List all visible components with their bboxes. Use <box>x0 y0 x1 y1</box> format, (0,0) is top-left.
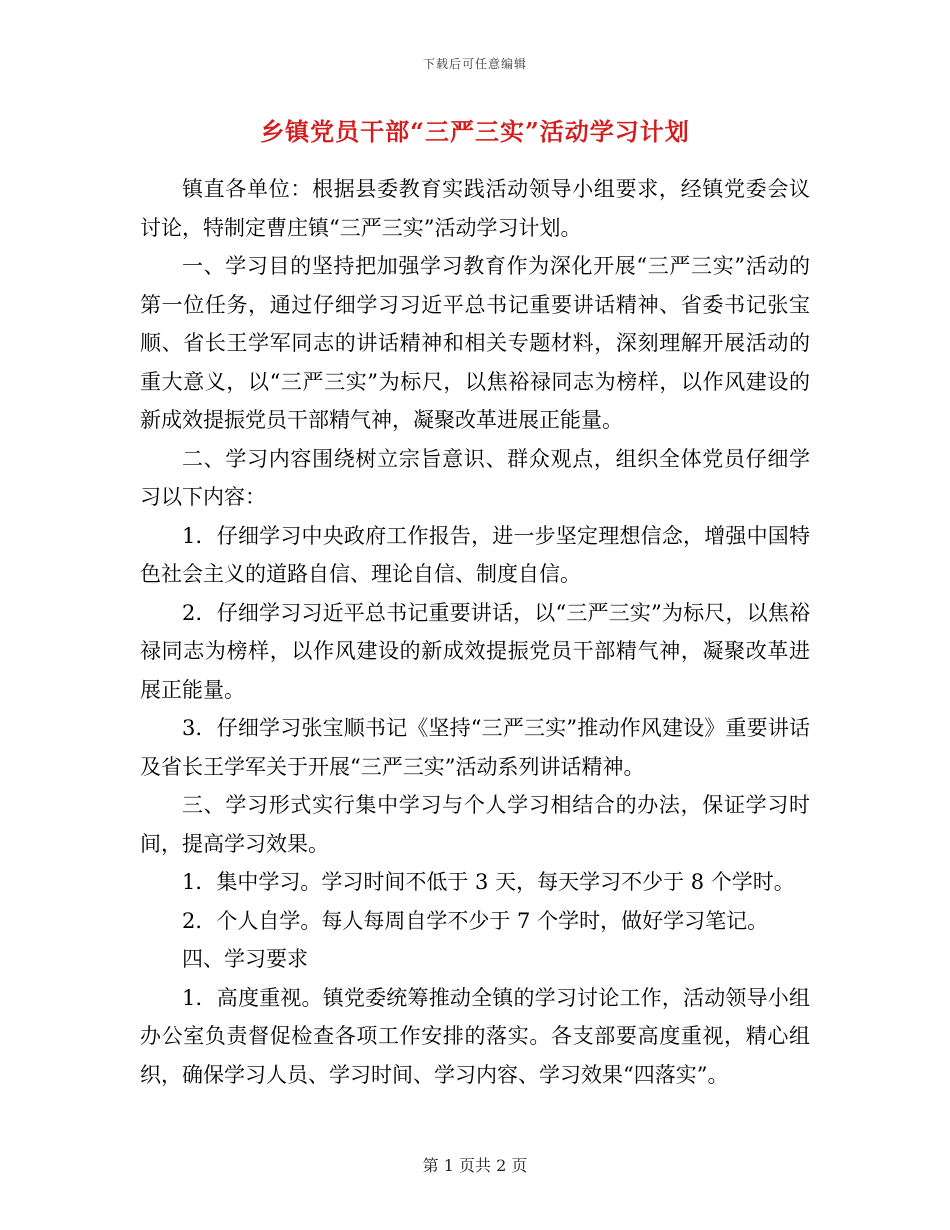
paragraph-section-1: 一、学习目的坚持把加强学习教育作为深化开展“三严三实”活动的第一位任务，通过仔细学习习近平总书记重要讲话精神、省委书记张宝顺、省长王学军同志的讲话精神和相关专题材料，深刻理解开展活动的重大意义，以“三严三实”为标尺，以焦裕禄同志为榜样，以作风建设的新成效提振党员干部精气神，凝聚改革进展正能量。 <box>140 254 810 432</box>
paragraph-item-2-2: 2．仔细学习习近平总书记重要讲话，以“三严三实”为标尺，以焦裕禄同志为榜样，以作风建设的新成效提振党员干部精气神，凝聚改革进展正能量。 <box>140 600 810 702</box>
document-title: 乡镇党员干部“三严三实”活动学习计划 <box>260 117 690 146</box>
paragraph-item-3-2: 2．个人自学。每人每周自学不少于 7 个学时，做好学习笔记。 <box>182 908 769 933</box>
header-note: 下载后可任意编辑 <box>422 57 527 71</box>
paragraph-item-4-1: 1．高度重视。镇党委统筹推动全镇的学习讨论工作，活动领导小组办公室负责督促检查各项工作安排的落实。各支部要高度重视，精心组织，确保学习人员、学习时间、学习内容、学习效果“四落实”。 <box>140 985 810 1087</box>
paragraph-section-3: 三、学习形式实行集中学习与个人学习相结合的办法，保证学习时间，提高学习效果。 <box>140 793 810 856</box>
paragraph-item-3-1: 1．集中学习。学习时间不低于 3 天，每天学习不少于 8 个学时。 <box>182 870 795 894</box>
page-number: 第 1 页共 2 页 <box>422 1156 528 1175</box>
paragraph-section-4: 四、学习要求 <box>182 947 308 971</box>
paragraph-item-2-3: 3．仔细学习张宝顺书记《坚持“三严三实”推动作风建设》重要讲话及省长王学军关于开展“三严三实”活动系列讲话精神。 <box>140 716 810 779</box>
paragraph-salutation: 镇直各单位：根据县委教育实践活动领导小组要求，经镇党委会议讨论，特制定曹庄镇“三严三实”活动学习计划。 <box>140 177 810 240</box>
document-body <box>140 170 810 1094</box>
paragraph-item-2-1: 1．仔细学习中央政府工作报告，进一步坚定理想信念，增强中国特色社会主义的道路自信、理论自信、制度自信。 <box>140 523 810 586</box>
paragraph-section-2: 二、学习内容围绕树立宗旨意识、群众观点，组织全体党员仔细学习以下内容： <box>140 446 810 509</box>
